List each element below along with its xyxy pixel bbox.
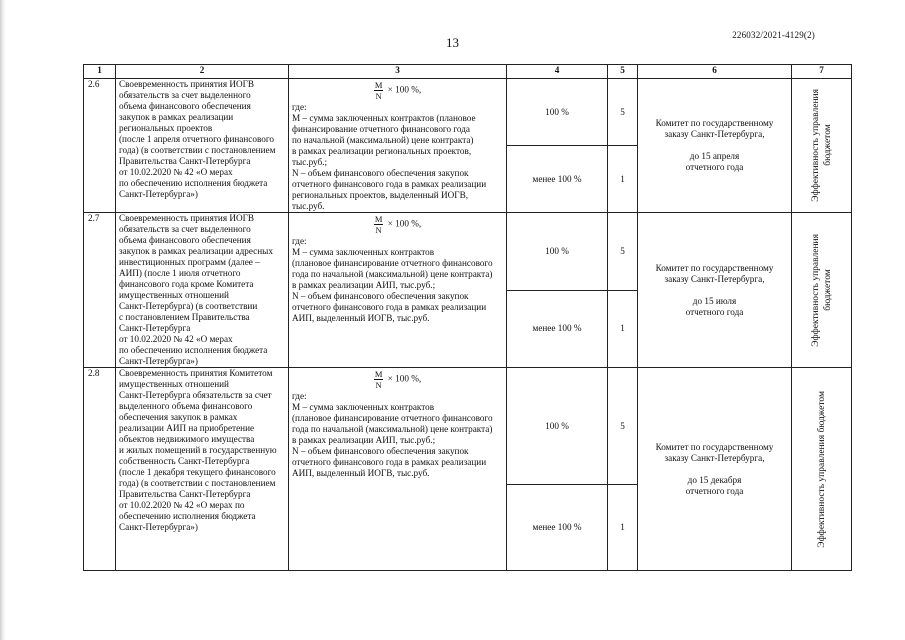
score-value: 5 [608, 213, 638, 291]
category-label: Эффективность управления бюджетом [810, 89, 833, 202]
formula-fraction [374, 369, 384, 390]
column-header: 2 [116, 65, 289, 79]
calculation-formula [289, 213, 507, 368]
column-header: 1 [84, 65, 116, 79]
threshold-value: 100 % [507, 79, 608, 146]
page-number: 13 [446, 35, 459, 50]
indicators-table [83, 64, 852, 571]
column-header: 4 [507, 65, 608, 79]
formula-fraction [374, 214, 384, 235]
indicator-description: Своевременность принятия ИОГВ обязательств за счет выделенного объема финансового обеспечения закупок в рамках реализации адресных инвестиционных программ (далее – АИП) (после 1 июля отчетного финансового года кроме Комитета имущественных отношений Санкт-Петербурга) (в соответствии с постановлением Правительства Санкт-Петербурга от 10.02.2020 № 42 «О мерах по обеспечению исполнения бюджета Санкт-Петербурга») [116, 213, 289, 368]
calculation-formula [289, 368, 507, 571]
threshold-value: менее 100 % [507, 146, 608, 213]
formula-denominator: N [375, 91, 382, 101]
score-value: 1 [608, 290, 638, 368]
score-value: 5 [608, 79, 638, 146]
table-row [84, 368, 852, 485]
threshold-value: менее 100 % [507, 485, 608, 571]
responsible-body: Комитет по государственному заказу Санкт-Петербурга, до 15 апреля отчетного года [638, 79, 792, 213]
formula-denominator: N [375, 380, 382, 390]
score-value: 1 [608, 146, 638, 213]
formula-denominator: N [375, 225, 382, 235]
document-registration-code: 226032/2021-4129(2) [732, 30, 815, 40]
category-label: Эффективность управления бюджетом [816, 390, 827, 548]
formula-multiplier: × 100 %, [387, 84, 422, 95]
category-label: Эффективность управления бюджетом [810, 233, 833, 347]
score-value: 5 [608, 368, 638, 485]
table-row [84, 79, 852, 146]
formula-expression [292, 368, 503, 391]
formula-legend: где: M – сумма заключенных контрактов (плановое финансирование отчетного финансового года по начальной (максимальной) цене контракта) в рамках реализации региональных проектов, тыс.руб.; N – объем финансового обеспечения закупок отчетного финансового года в рамках реализации региональных проектов, выделенный ИОГВ, тыс.руб. [292, 102, 487, 211]
indicator-description: Своевременность принятия ИОГВ обязательств за счет выделенного объема финансового обеспечения закупок в рамках реализации региональных проектов (после 1 апреля отчетного финансового года) (в соответствии с постановлением Правительства Санкт-Петербурга от 10.02.2020 № 42 «О мерах по обеспечению исполнения бюджета Санкт-Петербурга») [116, 79, 289, 213]
indicator-category [792, 213, 852, 368]
column-header: 6 [638, 65, 792, 79]
row-number: 2.8 [84, 368, 116, 571]
row-number: 2.6 [84, 79, 116, 213]
threshold-value: 100 % [507, 368, 608, 485]
indicator-category [792, 79, 852, 213]
row-number: 2.7 [84, 213, 116, 368]
responsible-body: Комитет по государственному заказу Санкт-Петербурга, до 15 июля отчетного года [638, 213, 792, 368]
formula-expression [292, 213, 503, 236]
table-row [84, 213, 852, 291]
formula-numerator: M [374, 369, 383, 379]
scan-edge-shadow [0, 0, 6, 640]
formula-multiplier: × 100 %, [387, 218, 422, 229]
formula-legend: где: M – сумма заключенных контрактов (плановое финансирование отчетного финансового года по начальной (максимальной) цене контракта) в рамках реализации АИП, тыс.руб.; N – объем финансового обеспечения закупок отчетного финансового года в рамках реализации АИП, выделенный ИОГВ, тыс.руб. [292, 391, 493, 478]
formula-numerator: M [374, 80, 383, 90]
column-header: 3 [289, 65, 507, 79]
formula-expression [292, 79, 503, 102]
threshold-value: менее 100 % [507, 290, 608, 368]
table-header-row [84, 65, 852, 79]
column-header: 7 [792, 65, 852, 79]
formula-fraction [374, 80, 384, 101]
score-value: 1 [608, 485, 638, 571]
indicator-category [792, 368, 852, 571]
responsible-body: Комитет по государственному заказу Санкт-Петербурга, до 15 декабря отчетного года [638, 368, 792, 571]
formula-legend: где: M – сумма заключенных контрактов (плановое финансирование отчетного финансового года по начальной (максимальной) цене контракта) в рамках реализации АИП, тыс.руб.; N – объем финансового обеспечения закупок отчетного финансового года в рамках реализации АИП, выделенный ИОГВ, тыс.руб. [292, 236, 493, 323]
column-header: 5 [608, 65, 638, 79]
formula-multiplier: × 100 %, [387, 373, 422, 384]
formula-numerator: M [374, 214, 383, 224]
calculation-formula [289, 79, 507, 213]
indicator-description: Своевременность принятия Комитетом имущественных отношений Санкт-Петербурга обязательств за счет выделенного объема финансового обеспечения закупок в рамках реализации АИП на приобретение объектов недвижимого имущества и жилых помещений в государственную собственность Санкт-Петербурга (после 1 декабря текущего финансового года) (в соответствии с постановлением Правительства Санкт-Петербурга от 10.02.2020 № 42 «О мерах по обеспечению исполнения бюджета Санкт-Петербурга») [116, 368, 289, 571]
threshold-value: 100 % [507, 213, 608, 291]
